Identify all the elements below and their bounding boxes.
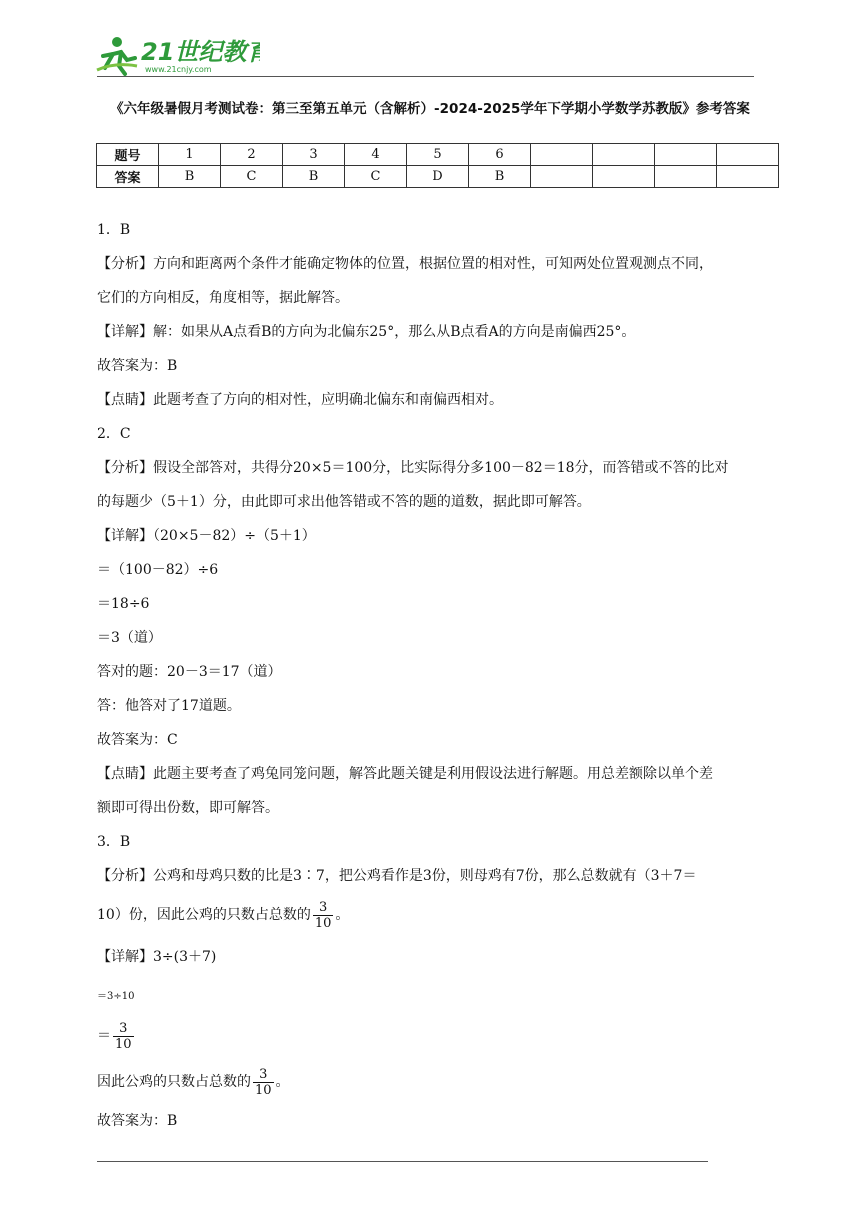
table-cell: B (469, 166, 531, 188)
table-cell (593, 144, 655, 166)
table-cell: B (159, 166, 221, 188)
table-cell: 4 (345, 144, 407, 166)
table-cell: 2 (221, 144, 283, 166)
table-cell: D (407, 166, 469, 188)
q2-analysis-line1: 【分析】假设全部答对，共得分20×5＝100分，比实际得分多100－82＝18分，而答错或不答的比对 (97, 460, 729, 476)
footer-divider (97, 1161, 708, 1162)
q3-detail-label: 【详解】 (97, 949, 153, 965)
q1-analysis-line2: 它们的方向相反，角度相等，据此解答。 (97, 290, 349, 306)
q1-heading: 1．B (97, 222, 131, 238)
table-row-label: 题号 (97, 144, 159, 166)
q2-right-count: 答对的题：20－3＝17（道） (97, 664, 282, 680)
table-cell (531, 144, 593, 166)
table-cell (717, 144, 779, 166)
table-cell (531, 166, 593, 188)
table-row (97, 144, 779, 166)
q2-detail: 【详解】（20×5－82）÷（5＋1） (97, 528, 316, 544)
q1-detail: 【详解】解：如果从A点看B的方向为北偏东25°，那么从B点看A的方向是南偏西25°。 (97, 324, 636, 340)
q2-step1: ＝（100－82）÷6 (97, 562, 219, 578)
q3-analysis-end: 。 (335, 907, 350, 923)
logo-graphic (95, 32, 260, 78)
logo-url-text: www.21cnjy.com (145, 65, 212, 74)
table-cell: 1 (159, 144, 221, 166)
q3-conclusion (97, 1062, 777, 1102)
table-cell (717, 166, 779, 188)
q2-step3: ＝3（道） (97, 630, 162, 646)
site-logo (95, 32, 260, 78)
table-cell: 6 (469, 144, 531, 166)
q1-answer: 故答案为：B (97, 358, 178, 374)
q3-answer: 故答案为：B (97, 1113, 178, 1129)
q2-answer: 故答案为：C (97, 732, 178, 748)
logo-runner-head (112, 37, 122, 47)
fraction-numerator: 3 (318, 899, 328, 915)
logo-text: 21世纪教育 (141, 38, 260, 66)
fraction (113, 1021, 134, 1052)
table-cell: C (221, 166, 283, 188)
q3-conclusion-end: 。 (275, 1074, 290, 1090)
q3-detail-expression: 3÷(3＋7) (153, 949, 217, 965)
table-cell: 5 (407, 144, 469, 166)
table-row-label: 答案 (97, 166, 159, 188)
table-cell (593, 166, 655, 188)
table-cell (655, 144, 717, 166)
q3-heading: 3．B (97, 834, 131, 850)
table-cell: C (345, 166, 407, 188)
fraction-denominator: 10 (115, 1036, 132, 1052)
q2-reply: 答：他答对了17道题。 (97, 698, 241, 714)
q2-step2: ＝18÷6 (97, 596, 150, 612)
q1-analysis-line1: 【分析】方向和距离两个条件才能确定物体的位置，根据位置的相对性，可知两处位置观测点不同， (97, 256, 713, 272)
fraction-numerator: 3 (119, 1020, 128, 1036)
answer-table (96, 143, 779, 188)
table-cell: 3 (283, 144, 345, 166)
fraction (253, 1067, 274, 1098)
table-row (97, 166, 779, 188)
q3-step1: ＝3÷10 (97, 991, 135, 1002)
q3-step2-eq: ＝ (97, 1028, 111, 1044)
q2-comment-line2: 额即可得出份数，即可解答。 (97, 800, 279, 816)
document-title: 《六年级暑假月考测试卷：第三至第五单元（含解析）-2024-2025学年下学期小学数学苏教版》参考答案 (110, 101, 750, 117)
fraction-numerator: 3 (259, 1066, 268, 1082)
q3-step2 (97, 1016, 777, 1056)
q2-heading: 2．C (97, 426, 131, 442)
table-cell: B (283, 166, 345, 188)
table-cell (655, 166, 717, 188)
header-divider (97, 76, 754, 77)
q1-comment: 【点睛】此题考查了方向的相对性，应明确北偏东和南偏西相对。 (97, 392, 503, 408)
q3-analysis-line1: 【分析】公鸡和母鸡只数的比是3∶7，把公鸡看作是3份，则母鸡有7份，那么总数就有（3＋7＝ (97, 868, 697, 884)
q2-analysis-line2: 的每题少（5＋1）分，由此即可求出他答错或不答的题的道数，据此即可解答。 (97, 494, 591, 510)
fraction-denominator: 10 (255, 1082, 272, 1098)
q3-detail (97, 940, 777, 974)
fraction (313, 900, 334, 931)
q3-analysis-text: 10）份，因此公鸡的只数占总数的 (97, 907, 311, 923)
q2-comment-line1: 【点睛】此题主要考查了鸡兔同笼问题，解答此题关键是利用假设法进行解题。用总差额除以单个差 (97, 766, 713, 782)
fraction-denominator: 10 (314, 915, 332, 931)
q3-analysis-line2 (97, 895, 777, 935)
q3-conclusion-text: 因此公鸡的只数占总数的 (97, 1074, 251, 1090)
